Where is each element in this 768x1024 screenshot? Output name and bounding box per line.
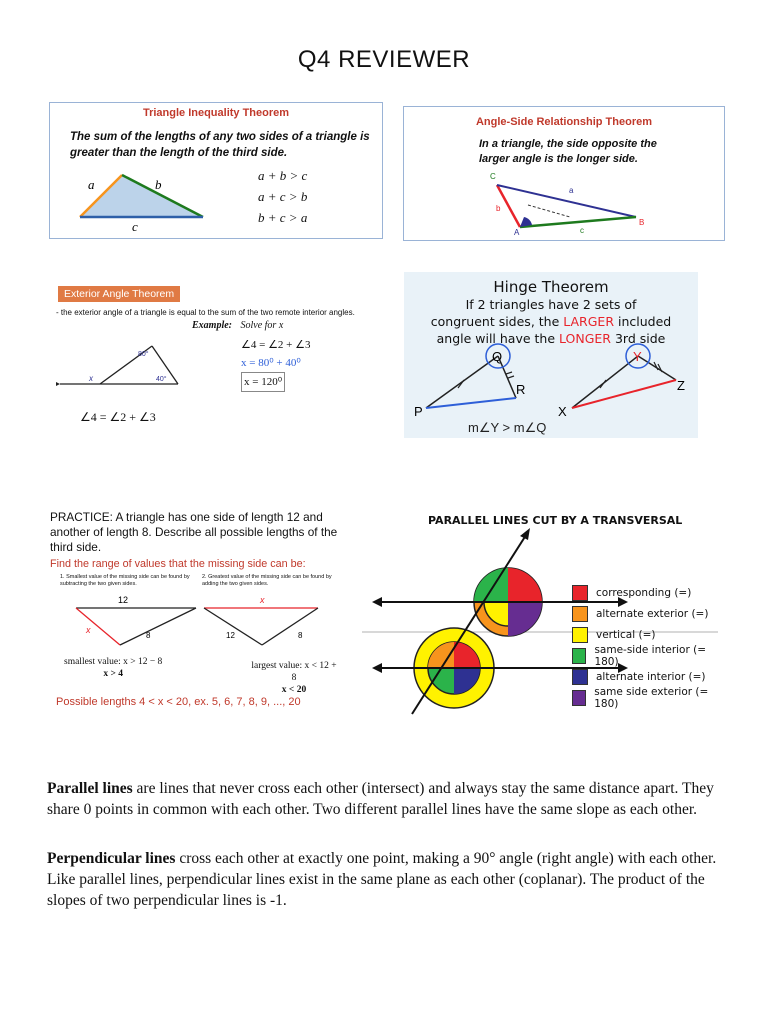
- fig2-len8: 8: [298, 631, 303, 640]
- vertex-r-label: R: [516, 382, 526, 397]
- fig2-len12: 12: [226, 631, 235, 640]
- side-c-label: c: [132, 219, 138, 234]
- largest-expr: largest value: x < 12 + 8: [251, 661, 337, 683]
- perpendicular-lines-text: cross each other at exactly one point, making a 90° angle (right angle) with each other. Like parallel lines, perpendicular lines exist in the same plane as each other (coplanar). The product of the slopes of two perpendicular lines is -1.: [47, 850, 717, 909]
- inequality-list: [258, 165, 307, 228]
- smallest-expr: smallest value: x > 12 − 8: [64, 657, 163, 667]
- vertex-p-label: P: [414, 404, 423, 419]
- example-task: Solve for x: [240, 320, 284, 331]
- exterior-angle-heading: Exterior Angle Theorem: [58, 286, 180, 302]
- hinge-text: [404, 296, 698, 347]
- inequality-3: b + c > a: [258, 210, 308, 225]
- legend-swatch: [572, 585, 588, 601]
- fig2-x: x: [260, 595, 265, 605]
- hinge-longer: LONGER: [559, 331, 611, 346]
- exterior-angle-formula: ∠4 = ∠2 + ∠3: [80, 410, 156, 424]
- practice-problem: PRACTICE: A triangle has one side of length 12 and another of length 8. Describe all possible lengths of the third side.: [50, 510, 338, 554]
- angle-side-panel: [403, 106, 725, 241]
- side-c-label: c: [580, 226, 584, 235]
- example-label: Example:: [192, 320, 232, 331]
- inequality-2: a + c > b: [258, 189, 308, 204]
- legend-label: corresponding (=): [596, 586, 692, 599]
- perpendicular-lines-term: Perpendicular lines: [47, 850, 176, 867]
- vertex-y-label: Y: [633, 349, 642, 364]
- legend-row-vertical: [572, 624, 718, 645]
- practice-figures: [50, 590, 340, 650]
- vertex-c-label: C: [490, 172, 496, 181]
- side-a-label: a: [88, 177, 95, 192]
- legend-swatch: [572, 648, 586, 664]
- solution-steps: [241, 336, 311, 392]
- legend-swatch: [572, 627, 588, 643]
- hinge-line-3-pre: angle will have the: [436, 331, 560, 346]
- largest-result: x < 20: [281, 685, 307, 695]
- hinge-line-1: If 2 triangles have 2 sets of: [465, 297, 637, 312]
- legend-row-alternate-exterior: [572, 603, 718, 624]
- parallel-lines-paragraph: [47, 778, 717, 820]
- angle-side-statement: In a triangle, the side opposite the larger angle is the longer side.: [479, 138, 657, 165]
- possible-lengths: Possible lengths 4 < x < 20, ex. 5, 6, 7, 8, 9, ..., 20: [56, 696, 301, 708]
- hinge-line-2-pre: congruent sides, the: [430, 314, 564, 329]
- legend-row-corresponding: [572, 582, 718, 603]
- fig1-len12: 12: [118, 595, 129, 605]
- legend-label: alternate interior (=): [596, 670, 706, 683]
- parallel-lines-term: Parallel lines: [47, 780, 133, 797]
- legend-label: alternate exterior (=): [596, 607, 709, 620]
- step-2: x = 80⁰ + 40⁰: [241, 357, 301, 369]
- practice-note-1: 1. Smallest value of the missing side can be found by subtracting the two given sides.: [60, 574, 190, 587]
- legend-swatch: [572, 606, 588, 622]
- practice-note-2: 2. Greatest value of the missing side can be found by adding the two given sides.: [202, 574, 332, 587]
- vertex-q-label: Q: [492, 349, 503, 364]
- legend-label: same-side interior (= 180): [594, 643, 707, 668]
- legend-row-same-side-interior: [572, 645, 718, 666]
- side-a-label: a: [569, 186, 574, 195]
- transversal-legend: [572, 582, 718, 708]
- angle-40-label: 40°: [156, 376, 167, 383]
- hinge-larger: LARGER: [563, 314, 615, 329]
- vertex-z-label: Z: [677, 378, 685, 393]
- hinge-compare: m∠Y > m∠Q: [468, 420, 547, 435]
- practice-panel: [50, 510, 340, 716]
- legend-swatch: [572, 690, 586, 706]
- smallest-result: x > 4: [103, 669, 123, 679]
- parallel-lines-text: are lines that never cross each other (intersect) and always stay the same distance apart. They share 0 points in common with each other. Two different parallel lines have the same slope as each other.: [47, 780, 714, 818]
- triangle-inequality-panel: [49, 102, 383, 239]
- legend-row-same-side-exterior: [572, 687, 718, 708]
- fig1-x: x: [86, 625, 91, 635]
- transversal-panel: [362, 506, 718, 716]
- step-1: ∠4 = ∠2 + ∠3: [241, 339, 311, 351]
- transversal-heading: PARALLEL LINES CUT BY A TRANSVERSAL: [428, 514, 683, 527]
- inequality-1: a + b > c: [258, 168, 308, 183]
- smallest-value: [64, 656, 162, 680]
- step-3: x = 120⁰: [241, 372, 285, 392]
- hinge-line-2: [404, 313, 698, 330]
- legend-row-alternate-interior: [572, 666, 718, 687]
- example-line: [192, 320, 283, 331]
- legend-swatch: [572, 669, 588, 685]
- vertex-a-label: A: [514, 228, 520, 237]
- triangle-inequality-figure: [70, 167, 270, 235]
- exterior-angle-panel: [56, 284, 396, 434]
- perpendicular-lines-paragraph: [47, 848, 717, 911]
- vertex-b-label: B: [639, 218, 645, 227]
- legend-label: same side exterior (= 180): [594, 685, 709, 710]
- angle-side-figure: [484, 171, 664, 237]
- hinge-line-3-post: 3rd side: [611, 331, 666, 346]
- side-b-label: b: [155, 177, 162, 192]
- angle-x-label: x: [89, 374, 93, 383]
- page-title: Q4 REVIEWER: [297, 46, 471, 73]
- exterior-angle-figure: [56, 340, 186, 390]
- side-b-label: b: [496, 204, 501, 213]
- hinge-figure: [404, 342, 698, 438]
- triangle-inequality-heading: Triangle Inequality Theorem: [142, 107, 290, 119]
- practice-find: Find the range of values that the missing side can be:: [50, 558, 306, 570]
- hinge-heading: Hinge Theorem: [493, 278, 609, 296]
- vertex-x-label: X: [558, 404, 567, 419]
- exterior-angle-statement: - the exterior angle of a triangle is equal to the sum of the two remote interior angles.: [56, 308, 355, 317]
- fig1-len8: 8: [146, 631, 151, 640]
- legend-label: vertical (=): [596, 628, 656, 641]
- triangle-inequality-statement: The sum of the lengths of any two sides of a triangle is greater than the length of the third side.: [70, 131, 370, 159]
- hinge-panel: [404, 272, 698, 438]
- hinge-line-2-post: included: [614, 314, 672, 329]
- angle-80-label: 80°: [138, 351, 149, 358]
- angle-side-heading: Angle-Side Relationship Theorem: [475, 116, 653, 128]
- largest-value: [248, 660, 340, 696]
